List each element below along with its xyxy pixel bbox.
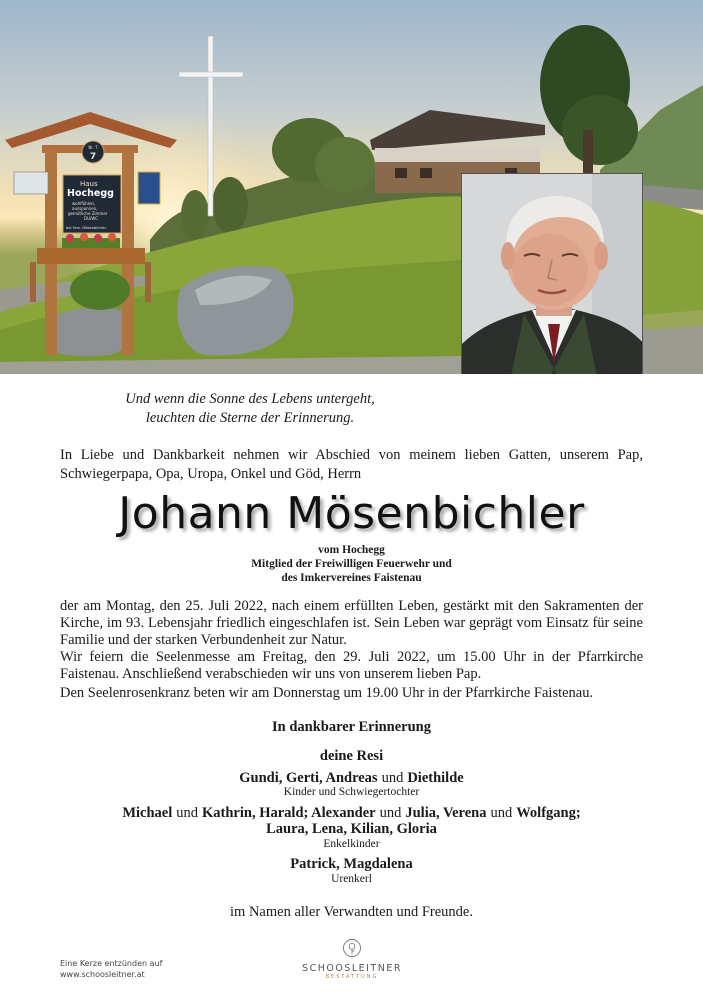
paragraph-requiem-mass: Wir feiern die Seelenmesse am Freitag, den 29. Juli 2022, um 15.00 Uhr in der Pfarrkirche Faistenau. Anschließend verabschieden wir uns von unserem lieben Pap. xyxy=(60,649,643,682)
candle-line-1: Eine Kerze entzünden auf xyxy=(60,959,163,968)
sign-haus: Haus xyxy=(80,180,98,188)
portrait-photo xyxy=(461,173,643,374)
sign-line4: DU/WC xyxy=(84,216,99,221)
intro-text: In Liebe und Dankbarkeit nehmen wir Abschied von meinem lieben Gatten, unserem Pap, Schwiegerpapa, Opa, Uropa, Onkel und Göd, Herrn xyxy=(60,447,643,482)
great-grandchildren-label: Urenkerl xyxy=(331,873,372,885)
grandchild-names-2: Kathrin, Harald; Alexander xyxy=(202,805,376,821)
portrait-illustration xyxy=(462,174,643,374)
funeral-home-logo xyxy=(290,938,414,980)
grandchild-und-1: und xyxy=(176,805,198,821)
deceased-subtitle xyxy=(0,543,703,585)
paragraph-rosary: Den Seelenrosenkranz beten wir am Donnerstag um 19.00 Uhr in der Pfarrkirche Faistenau. xyxy=(60,685,594,701)
sign-line1: wohlfühlen, xyxy=(72,201,96,206)
deceased-name: Johann Mösenbichler xyxy=(118,488,585,539)
sign-line5: bei Fam. Mösenbichler xyxy=(66,226,107,230)
memorial-quote xyxy=(60,390,440,428)
mourners-heading: In dankbarer Erinnerung xyxy=(271,719,431,735)
grandchild-names-4: Wolfgang; xyxy=(516,805,581,821)
subtitle-line-1: vom Hochegg xyxy=(318,544,385,556)
subtitle-line-3: des Imkervereines Faistenau xyxy=(281,572,422,584)
candle-line-2[interactable]: www.schoosleitner.at xyxy=(60,970,145,979)
grandchild-names-1: Michael xyxy=(122,805,173,821)
sign-line2: ausspannen, xyxy=(72,206,98,211)
mourners-children xyxy=(0,769,703,787)
header-landscape-photo xyxy=(0,0,703,374)
candle-link[interactable] xyxy=(60,958,162,980)
subtitle-line-2: Mitglied der Freiwilligen Feuerwehr und xyxy=(251,558,452,570)
children-label: Kinder und Schwiegertochter xyxy=(283,786,420,798)
quote-line-1: Und wenn die Sonne des Lebens untergeht, xyxy=(125,391,375,407)
rose-icon xyxy=(342,938,362,958)
logo-subtitle: BESTATTUNG xyxy=(325,974,379,980)
mourners-spouse: deine Resi xyxy=(319,748,384,764)
mourners-grandchildren-line2: Laura, Lena, Kilian, Gloria xyxy=(266,821,437,837)
paragraph-death-notice: der am Montag, den 25. Juli 2022, nach einem erfüllten Leben, gestärkt mit den Sakramenten der Kirche, im 93. Lebensjahr friedlich eingeschlafen ist. Sein Leben war geprägt vom Einsatz für seine Familie und der starken Verbundenheit zur Natur. xyxy=(60,598,643,648)
grandchild-und-2: und xyxy=(379,805,402,821)
svg-text:7: 7 xyxy=(89,152,97,162)
children-names-b: Diethilde xyxy=(407,770,464,786)
children-und: und xyxy=(381,770,404,786)
children-names-a: Gundi, Gerti, Andreas xyxy=(239,770,378,786)
sign-number-label: Nr. 7 xyxy=(88,145,98,150)
logo-name: SCHOOSLEITNER xyxy=(302,963,402,974)
grandchild-names-3: Julia, Verena xyxy=(405,805,487,821)
mourners-great-grandchildren: Patrick, Magdalena xyxy=(290,856,413,872)
sign-hochegg: Hochegg xyxy=(67,188,114,199)
sign-line3: gemütliche Zimmer xyxy=(68,211,108,216)
grandchild-und-3: und xyxy=(490,805,513,821)
closing-line: im Namen aller Verwandten und Freunde. xyxy=(230,904,473,920)
mourners-grandchildren-line1 xyxy=(0,804,703,822)
grandchildren-label: Enkelkinder xyxy=(323,838,380,850)
quote-line-2: leuchten die Sterne der Erinnerung. xyxy=(145,410,355,426)
